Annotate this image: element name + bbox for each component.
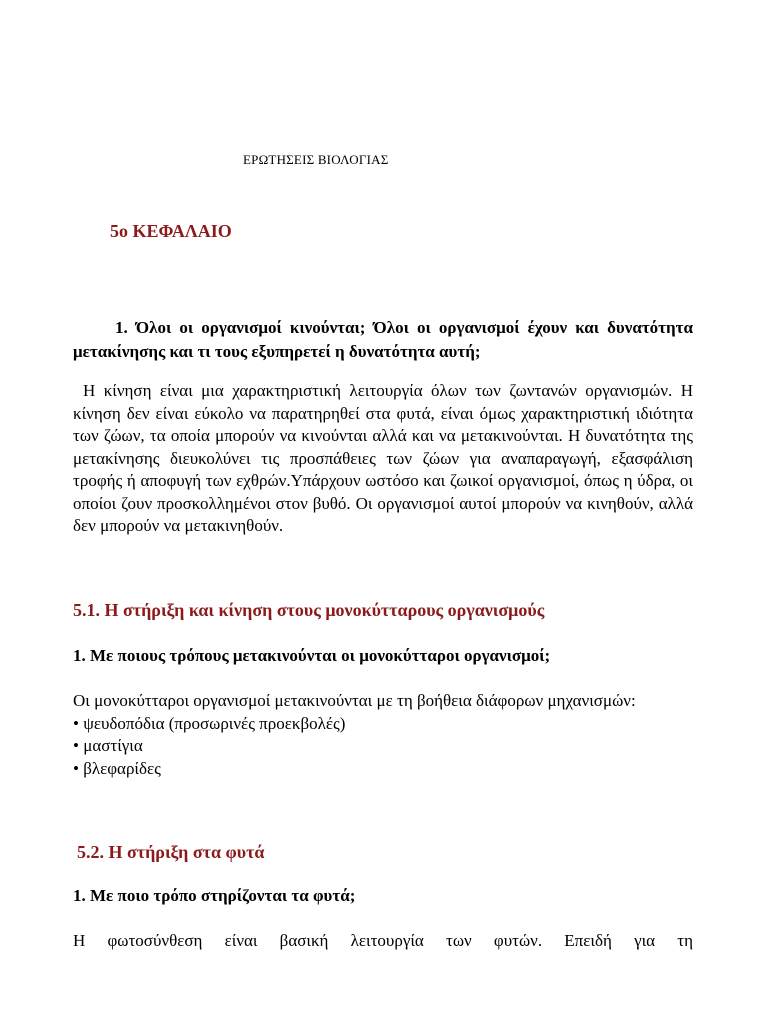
section-5-1-intro: Οι μονοκύτταροι οργανισμοί μετακινούνται με τη βοήθεια διάφορων μηχανισμών: — [73, 691, 636, 710]
list-item: • ψευδοπόδια (προσωρινές προεκβολές) — [73, 713, 346, 733]
section-5-2-answer: Η φωτοσύνθεση είναι βασική λειτουργία των φυτών. Επειδή για τη — [73, 931, 693, 950]
mechanisms-list — [73, 713, 693, 781]
chapter-heading: 5ο ΚΕΦΑΛΑΙΟ — [110, 221, 232, 241]
section-5-2-heading: 5.2. Η στήριξη στα φυτά — [77, 842, 265, 862]
section-5-2-question: 1. Με ποιο τρόπο στηρίζονται τα φυτά; — [73, 886, 356, 905]
answer-1-text: Η κίνηση είναι μια χαρακτηριστική λειτουργία όλων των ζωντανών οργανισμών. Η κίνηση δεν είναι εύκολο να παρατηρηθεί στα φυτά, είναι όμως χαρακτηριστική ιδιότητα των ζώων, τα οποία μπορούν να κινούνται αλλά και να μετακινούνται. Η δυνατότητα της μετακίνησης διευκολύνει τις προσπάθειες των ζώων για αναπαραγωγή, εξασφάλιση τροφής ή αποφυγή των εχθρών.Υπάρχουν ωστόσο και ζωικοί οργανισμοί, όπως η ύδρα, οι οποίοι ζουν προσκολλημένοι στον βυθό. Οι οργανισμοί αυτοί μπορούν να κινηθούν, αλλά δεν μπορούν να μετακινηθούν. — [73, 381, 693, 535]
section-5-1-answer — [73, 690, 693, 780]
question-1-text: 1. Όλοι οι οργανισμοί κινούνται; Όλοι οι οργανισμοί έχουν και δυνατότητα μετακίνησης και τι τους εξυπηρετεί η δυνατότητα αυτή; — [73, 318, 693, 361]
list-item: • μαστίγια — [73, 736, 143, 755]
section-5-1-heading: 5.1. Η στήριξη και κίνηση στους μονοκύτταρους οργανισμούς — [73, 600, 545, 620]
document-title: ΕΡΩΤΗΣΕΙΣ ΒΙΟΛΟΓΙΑΣ — [243, 152, 389, 167]
section-5-1-question: 1. Με ποιους τρόπους μετακινούνται οι μονοκύτταροι οργανισμοί; — [73, 646, 551, 665]
list-item: • βλεφαρίδες — [73, 758, 161, 778]
